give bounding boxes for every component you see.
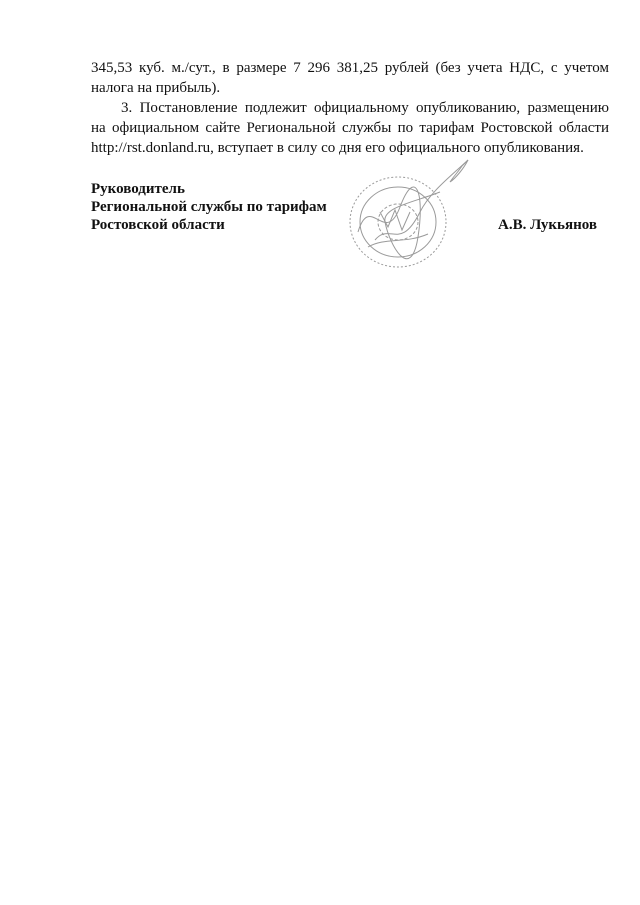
signer-position-line-3: Ростовской области [91, 217, 225, 233]
body-text [91, 58, 609, 158]
paragraph-3: 3. Постановление подлежит официальному опубликованию, размещению на официальном сайте Региональной службы по тарифам Ростовской области http://rst.donland.ru, вступает в силу со дня его официального опубликования. [91, 100, 609, 156]
signer-name: А.В. Лукьянов [498, 217, 597, 233]
signer-position-line-1: Руководитель [91, 181, 185, 197]
signer-position-line-2: Региональной службы по тарифам [91, 199, 327, 215]
signature-block [91, 180, 327, 234]
paragraph-continued: 345,53 куб. м./сут., в размере 7 296 381,25 рублей (без учета НДС, с учетом налога на прибыль). [91, 60, 609, 96]
seal-signature-icon [330, 152, 480, 277]
